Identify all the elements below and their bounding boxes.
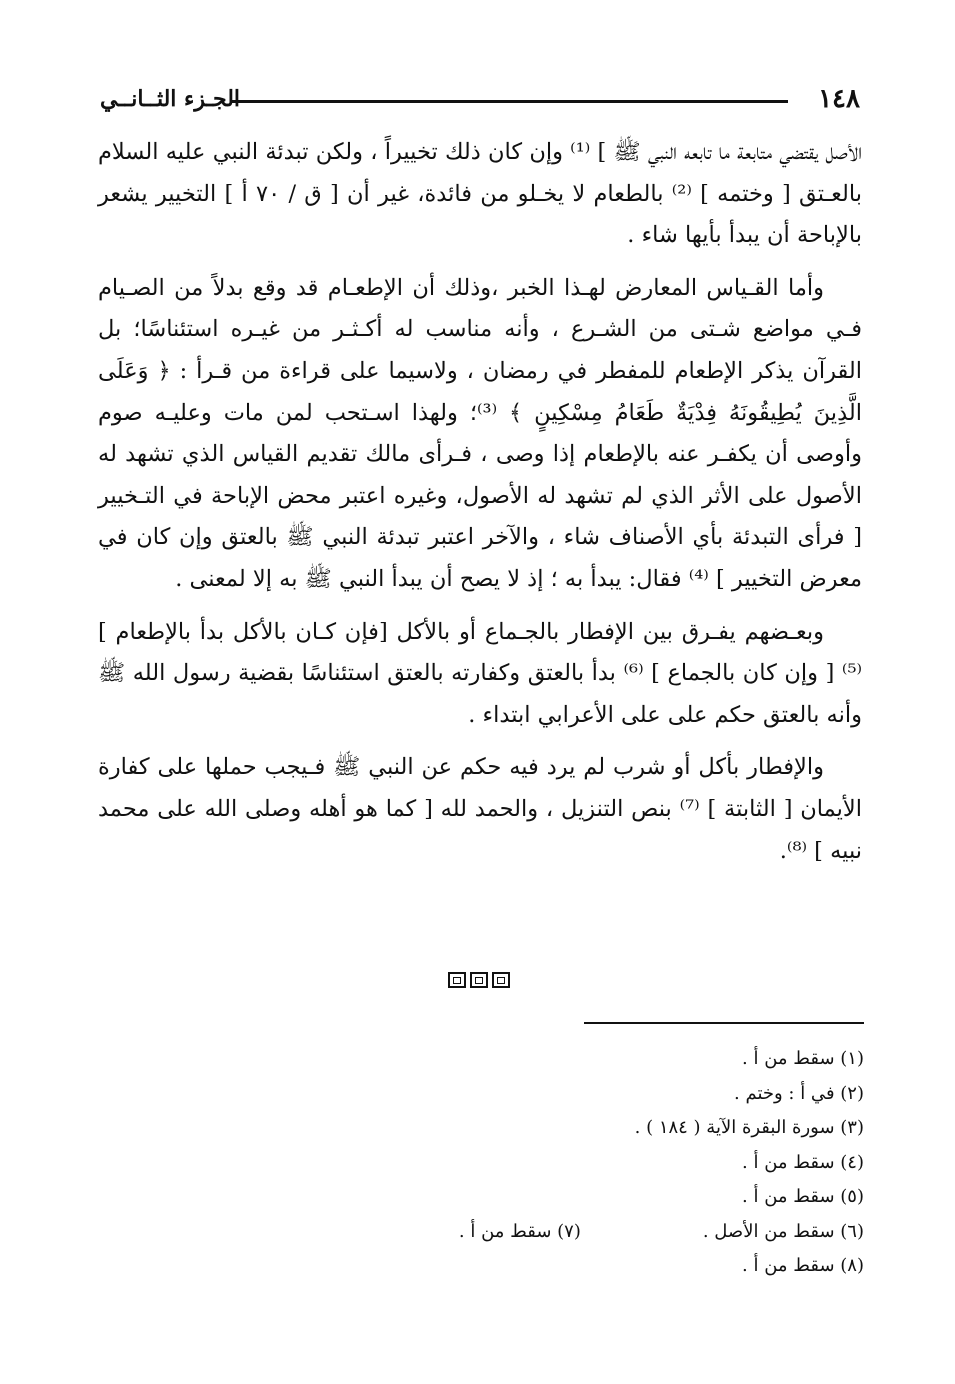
footnote-row: [264, 1215, 864, 1250]
ornament-square-icon: [470, 972, 488, 988]
footnotes: [264, 1042, 864, 1284]
footnote-divider: [584, 1022, 864, 1024]
page-header: [100, 82, 860, 122]
header-divider: [230, 100, 788, 103]
main-text: [98, 132, 862, 883]
ornament-square-icon: [448, 972, 466, 988]
footnote: (٦) سقط من الأصل .: [702, 1220, 864, 1242]
footnote: (٤) سقط من أ .: [742, 1151, 864, 1173]
footnote: (٣) سورة البقرة الآية ( ١٨٤ ) .: [634, 1117, 864, 1138]
footnote: (٧) سقط من أ .: [458, 1220, 581, 1242]
paragraph: الأصل يقتضي متابعة ما تابعه النبي ﷺ ] ⁽¹⁾ وإن كان ذلك تخييراً ، ولكن تبدئة النبي عليه السلام بالعـتق [ وختمه ] ⁽²⁾ بالطعام لا يخـلو من فائدة، غير أن [ ق / ٧٠ أ ] التخيير يشعر بالإباحة أن يبدأ بأيها شاء .: [98, 139, 863, 249]
paragraph: وبعـضهم يفـرق بين الإفطار بالجـماع أو بالأكل [فإن كـان بالأكل بدأ بالإطعام ] ⁽⁵⁾ [ وإن كان بالجماع ] ⁽⁶⁾ بدأ بالعتق وكفارته بالعتق استئناسًا بقضية رسول الله ﷺ وأنه بالعتق حكم على على الأعرابي ابتداء .: [98, 618, 862, 728]
paragraph: والإفطار بأكل أو شرب لم يرد فيه حكم عن النبي ﷺ فـيجب حملها على كفارة الأيمان [ الثابتة ] ⁽⁷⁾ بنص التنزيل ، والحمد لله [ كما هو أهله وصلى الله على محمد نبيه ] ⁽⁸⁾.: [98, 754, 862, 864]
footnote: (٢) في أ : وختم .: [734, 1082, 864, 1104]
page-number: ١٤٨: [818, 84, 860, 114]
footnote: (٨) سقط من أ .: [742, 1255, 864, 1276]
part-title: الجـزء الثــانــي: [100, 86, 241, 112]
footnote: (٥) سقط من أ .: [742, 1186, 864, 1207]
section-end-ornament-icon: [448, 972, 520, 992]
ornament-square-icon: [492, 972, 510, 988]
paragraph: وأما القـياس المعارض لهـذا الخبر ،وذلك أن الإطعـام قد وقع بدلاً من الصـيام فـي مواضع شـتى من الشـرع ، وأنه مناسب له أكـثـر من غيـره استئناسًا؛ بل القرآن يذكر الإطعام للمفطر في رمضان ، ولاسيما على قراءة من قـرأ : ﴿ وَعَلَى الَّذِينَ يُطِيقُونَهُ فِدْيَةٌ طَعَامُ مِسْكِينٍ ﴾ ⁽³⁾؛ ولهذا اسـتحب لمن مات وعليـه صوم وأوصى أن يكفـر عنه بالإطعام إذا وصى ، فـرأى مالك تقديم القياس الذي تشهد له الأصول على الأثر الذي لم تشهد له الأصول، وغيره اعتبر محض الإباحة في التـخيير [ فرأى التبدئة بأي الأصناف شاء ، والآخر اعتبر تبدئة النبي ﷺ بالعتق وإن كان في معرض التخيير ] ⁽⁴⁾ فقال: يبدأ به ؛ إذ لا يصح أن يبدأ النبي ﷺ به إلا لمعنى .: [98, 274, 862, 592]
footnote: (١) سقط من أ .: [742, 1048, 864, 1069]
